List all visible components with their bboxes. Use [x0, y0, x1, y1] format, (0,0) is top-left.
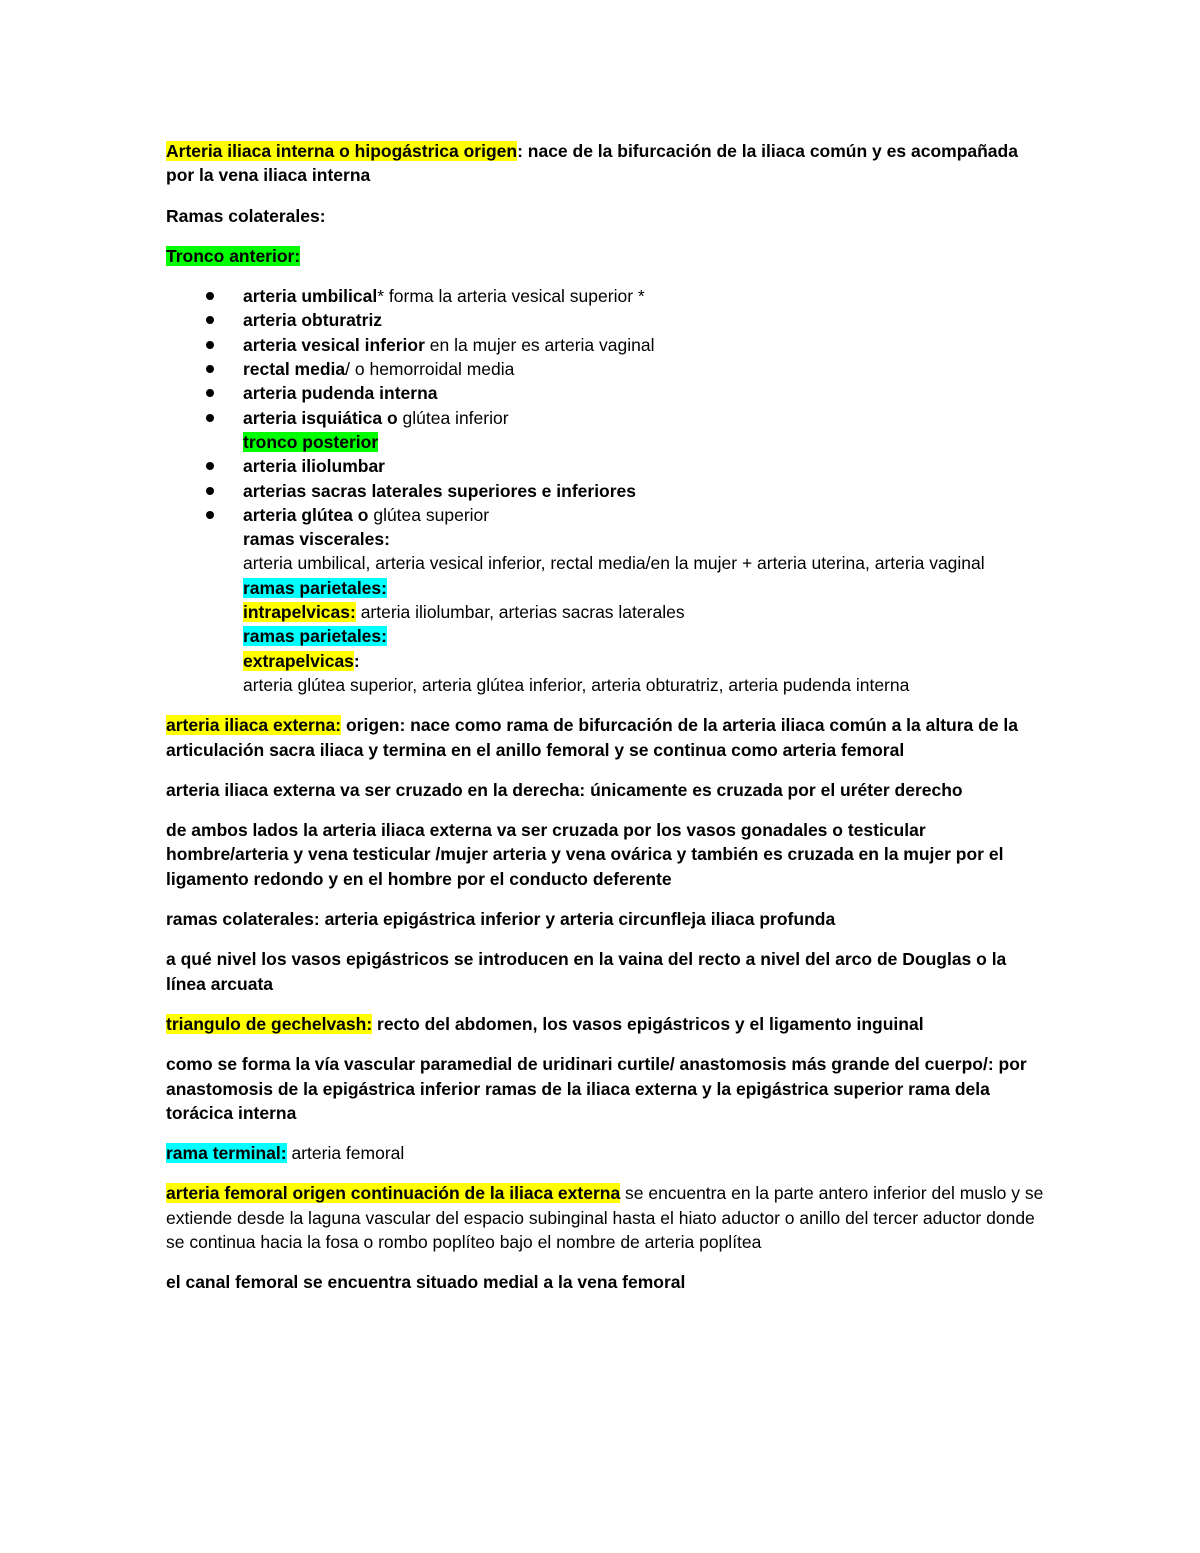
list-item: arteria obturatriz [0, 308, 1046, 332]
text-extrapelvicas: arteria glútea superior, arteria glútea inferior, arteria obturatriz, arteria pudenda interna [243, 674, 910, 695]
paragraph-ramas-colaterales: ramas colaterales: arteria epigástrica inferior y arteria circunfleja iliaca profunda [166, 909, 836, 930]
text-viscerales: arteria umbilical, arteria vesical inferior, rectal media/en la mujer + arteria uterina, arteria vaginal [243, 553, 985, 574]
list-item: arteria umbilical* forma la arteria vesical superior * [0, 284, 1046, 308]
heading-ramas-colaterales: Ramas colaterales: [166, 205, 326, 226]
bullet-icon [206, 316, 214, 324]
list-item: arteria iliolumbar [0, 454, 1046, 478]
list-item: arteria pudenda interna [0, 381, 1046, 405]
list-item: rectal media/ o hemorroidal media [0, 357, 1046, 381]
heading-tronco-posterior: tronco posterior [243, 431, 379, 452]
list-item: arteria glútea o glútea superior [0, 503, 1046, 527]
bullet-icon [206, 389, 214, 397]
list-item: arterias sacras laterales superiores e inferiores [0, 479, 1046, 503]
bullet-icon [206, 487, 214, 495]
block-ramas-viscerales [166, 527, 1046, 697]
list-tronco-posterior [166, 454, 1046, 527]
list-item: arteria vesical inferior en la mujer es arteria vaginal [0, 333, 1046, 357]
paragraph-rama-terminal: rama terminal: arteria femoral [166, 1143, 405, 1164]
bullet-icon [206, 341, 214, 349]
paragraph-canal-femoral: el canal femoral se encuentra situado medial a la vena femoral [166, 1272, 686, 1293]
paragraph-ambos-lados: de ambos lados la arteria iliaca externa va ser cruzada por los vasos gonadales o testicular hombre/arteria y vena testicular /mujer arteria y vena ovárica y también es cruzada en la mujer por el ligamento redondo y en el hombre por el conducto deferente [166, 820, 1004, 889]
paragraph-iliaca-externa: arteria iliaca externa: origen: nace como rama de bifurcación de la arteria iliaca común a la altura de la articulación sacra iliaca y termina en el anillo femoral y se continua como arteria femoral [166, 715, 1019, 760]
bullet-icon [206, 511, 214, 519]
heading-ramas-parietales-2: ramas parietales: [243, 626, 387, 647]
list-item: arteria isquiática o glútea inferior [0, 406, 1046, 430]
bullet-icon [206, 414, 214, 422]
document-body [166, 139, 1046, 1311]
heading-ramas-viscerales: ramas viscerales: [243, 529, 390, 550]
bullet-icon [206, 292, 214, 300]
paragraph-nivel: a qué nivel los vasos epigástricos se introducen en la vaina del recto a nivel del arco de Douglas o la línea arcuata [166, 949, 1007, 994]
heading-ramas-parietales-1: ramas parietales: [243, 577, 387, 598]
list-tronco-anterior [166, 284, 1046, 430]
line-extrapelvicas: extrapelvicas: [243, 650, 360, 671]
heading-tronco-anterior: Tronco anterior: [166, 245, 301, 266]
paragraph-arteria-femoral: arteria femoral origen continuación de la iliaca externa se encuentra en la parte antero inferior del muslo y se extiende desde la laguna vascular del espacio subinginal hasta el hiato aductor o anillo del tercer aductor donde se continua hacia la fosa o rombo poplíteo bajo el nombre de arteria poplítea [166, 1183, 1044, 1252]
paragraph-via-vascular: como se forma la vía vascular paramedial de uridinari curtile/ anastomosis más grande del cuerpo/: por anastomosis de la epigástrica inferior ramas de la iliaca externa y la epigástrica superior rama dela torácica interna [166, 1054, 1027, 1123]
paragraph-triangulo: triangulo de gechelvash: recto del abdomen, los vasos epigástricos y el ligamento inguinal [166, 1013, 924, 1034]
highlight-iliaca-interna: Arteria iliaca interna o hipogástrica origen [166, 141, 518, 161]
bullet-icon [206, 365, 214, 373]
bullet-icon [206, 462, 214, 470]
paragraph-cruzado: arteria iliaca externa va ser cruzado en la derecha: únicamente es cruzada por el uréter derecho [166, 779, 963, 800]
line-intrapelvicas: intrapelvicas: arteria iliolumbar, arterias sacras laterales [243, 602, 685, 623]
paragraph-iliaca-interna: Arteria iliaca interna o hipogástrica origen: nace de la bifurcación de la iliaca común y es acompañada por la vena iliaca interna [166, 141, 1018, 186]
